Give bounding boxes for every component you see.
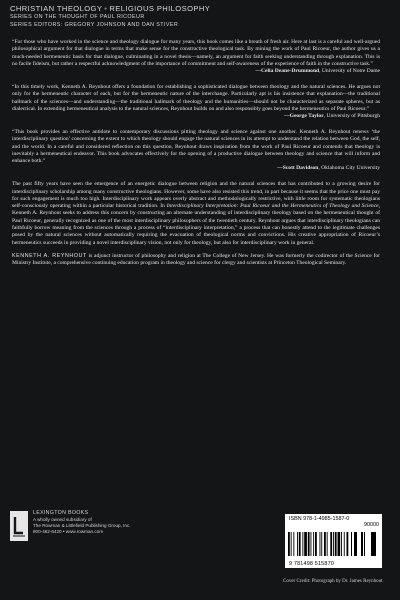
endorsement-attribution: —Celia Deane-Drummond, University of Notre Dame — [255, 68, 380, 75]
endorsement-1 — [12, 39, 380, 75]
publisher-contact: 800-462-6420 • www.rowman.com — [33, 528, 104, 534]
cover-credit: Cover Credit: Photograph by Dr. James Reynhout — [283, 579, 383, 584]
endorser-name: —Scott Davidson — [277, 165, 319, 172]
series-title: SERIES ON THE THOUGHT OF PAUL RICOEUR — [10, 14, 145, 20]
endorser-affiliation: University of Pittsburgh — [326, 113, 380, 120]
main-text — [12, 39, 380, 268]
category-christian-theology: CHRISTIAN THEOLOGY — [10, 4, 103, 13]
isbn-text: ISBN 978-1-4985-1587-0 — [289, 516, 350, 522]
category-line — [10, 4, 210, 14]
book-title: Interdisciplinary Interpretation: Paul Ricoeur and the Hermeneutics of Theology and Science — [166, 203, 379, 210]
series-editors: SERIES EDITORS: GREGORY JOHNSON AND DAN STIVER — [10, 21, 179, 28]
endorsement-attribution: —George Taylor, University of Pittsburgh — [284, 113, 380, 120]
endorsement-2 — [12, 84, 380, 120]
separator-bullet: • — [104, 4, 108, 13]
category-religious-philosophy: RELIGIOUS PHILOSOPHY — [109, 4, 211, 13]
publisher-block — [10, 510, 170, 550]
publisher-line-1: A wholly owned subsidiary of — [33, 516, 92, 522]
endorser-name: —Celia Deane-Drummond — [255, 68, 320, 75]
publisher-line-2: The Rowman & Littlefield Publishing Group, Inc. — [33, 522, 131, 528]
book-description — [12, 181, 380, 247]
description-part-2: , Kenneth A. Reynhout seeks to address this concern by constructing an alternate understanding of interdisciplinary theology based on the hermeneutical thought of Paul Ricoeur, generally recognized as one of the most interdisciplinary philosophers of the twentieth century. Reynhout argues that interdisciplinary theologians can faithfully borrow meaning from the sciences through a process of “interdisciplinary interpretation,” a process that can honestly attend to the legitimate challenges posed by the natural sciences without automatically requiring the evacuation of theological norms and convictions. His creative appropriation of Ricoeur’s hermeneutics succeeds in providing a novel interdisciplinary vision, not only for theology, but also for interdisciplinary work in general. — [12, 203, 381, 246]
publisher-logo-icon — [10, 511, 28, 541]
endorsement-3 — [12, 129, 380, 173]
bio-text: is adjunct instructor of philosophy and religion at The College of New Jersey. He was formerly the codirector of the Science for Ministry Institute, a comprehensive continuing education program in theology and science for clergy and scientists at Princeton Theological Seminary. — [12, 252, 380, 267]
barcode-box — [285, 514, 382, 568]
endorsement-quote: “In this timely work, Kenneth A. Reynhout offers a foundation for establishing a sophisticated dialogue between theology and the natural sciences. He argues not only for the hermeneutic character of each, but for the hermeneutic nature of the interchange. Particularly apt is his insistence that explanation—the traditional hallmark of the sciences—and understanding—the traditional hallmark of theology and the humanities—should not be characterized as separate spheres, but as dialectical. In extending hermeneutical analysis to the natural sciences, Reynhout builds on and also responsibly goes beyond the hermeneutics of Paul Ricoeur.” — [12, 83, 380, 112]
endorsement-quote: “This book provides an effective antidote to contemporary discussions pitting theology and science against one another. Kenneth A. Reynhout renews ‘the interdisciplinary question’ concerning the extent to which theology should engage the natural sciences in its attempt to understand the relation between God, the self, and the world. In a careful and considered reflection on this question, Reynhout draws inspiration from the work of Paul Ricoeur and contends that theology is inevitably a hermeneutical endeavor. This book advocates effectively for the opening of a productive dialogue between theology and science that will inform and enhance both.” — [12, 128, 380, 165]
publisher-name: LEXINGTON BOOKS — [33, 510, 89, 516]
header — [10, 4, 210, 29]
endorser-affiliation: University of Notre Dame — [321, 68, 380, 75]
price-code: 90000 — [364, 522, 379, 528]
publisher-info — [33, 510, 131, 535]
endorsement-attribution: —Scott Davidson, Oklahoma City University — [277, 165, 380, 172]
endorser-name: —George Taylor — [284, 113, 324, 120]
barcode-icon — [287, 522, 380, 558]
description-part-1: The past fifty years have seen the emergence of an energetic dialogue between religion and the natural sciences that has contributed to a growing desire for interdisciplinary scholarship among many constructive theologians. However, some have also resisted this trend, in part because it seems that the price one must pay for such engagement is much too high. Interdisciplinary work appears overly abstract and methodologically restrictive, with little room for systematic theologians self-consciously operating within a particular historical tradition. In — [12, 181, 380, 210]
barcode-digits: 9 781498 515870 — [289, 561, 334, 567]
author-bio — [12, 253, 380, 268]
endorsement-quote: “For those who have worked in the science and theology dialogue for many years, this book comes like a breath of fresh air. Here at last is a careful and well-argued philosophical argument for that dialogue in terms that make sense for the constructive theological task. By mining the work of Paul Ricoeur, the author gives us a much-needed hermeneutic basis for that dialogue, culminating in a novel thesis—namely, an argument for faith seeking understanding through explanation. This is no facile fideism, but rather a respectful acknowledgment of the importance of commitment and self-awareness of the experience of faith in the constructive task.” — [12, 39, 380, 67]
author-name: KENNETH A. REYNHOUT — [12, 252, 87, 259]
endorser-affiliation: Oklahoma City University — [321, 165, 380, 172]
